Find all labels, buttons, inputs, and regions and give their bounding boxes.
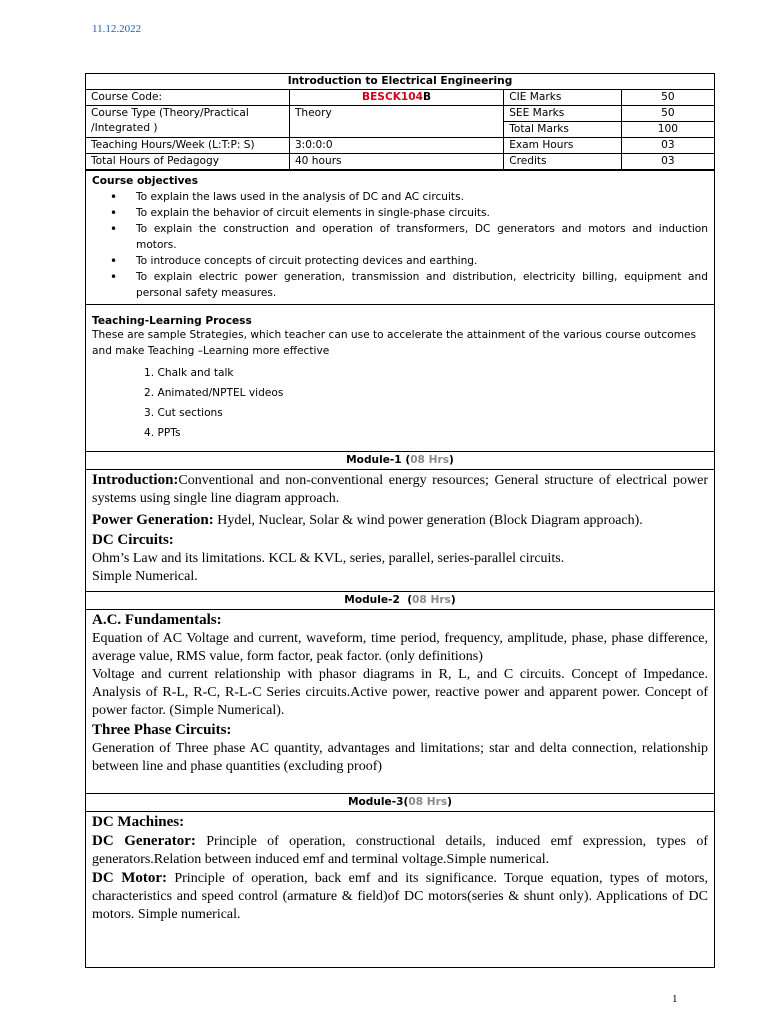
module-3-body <box>86 812 714 970</box>
dc-generator <box>92 832 708 869</box>
motor-lead: DC Motor: <box>92 870 168 886</box>
course-objectives <box>86 170 714 304</box>
list-item: 4. PPTs <box>144 427 181 439</box>
module-2-body <box>86 610 714 793</box>
generator-lead: DC Generator: <box>92 833 196 849</box>
module-3-title: Module-3 <box>347 796 404 808</box>
course-code <box>289 90 503 106</box>
module-1 <box>86 451 714 591</box>
course-type: Theory <box>289 106 503 138</box>
tlp-intro: These are sample Strategies, which teacher can use to accelerate the attainment of the various course outcomes and make Teaching –Learning more effective <box>92 329 697 357</box>
course-info-table <box>86 74 714 170</box>
intro-text: Conventional and non-conventional energy resources; General structure of electrical power systems using single line diagram approach. <box>92 473 708 506</box>
cell-key: Credits <box>504 154 622 170</box>
page-number: 1 <box>672 993 678 1005</box>
teaching-learning-process <box>86 304 714 451</box>
cell-value: 03 <box>621 154 714 170</box>
module-3 <box>86 793 714 970</box>
course-code-suffix: B <box>423 91 432 103</box>
list-item: • To explain electric power generation, transmission and distribution, electricity billing, equipment and personal safety measures. <box>136 269 708 301</box>
dc-circuits-text: Ohm’s Law and its limitations. KCL & KVL, series, parallel, series-parallel circuits. <box>92 551 565 566</box>
table-row <box>86 138 714 154</box>
ac-fundamentals-heading: A.C. Fundamentals: <box>92 612 222 628</box>
cell-value: 50 <box>621 106 714 122</box>
teaching-hours: 3:0:0:0 <box>289 138 503 154</box>
ac-text-2: Voltage and current relationship with phasor diagrams in R, L, and C circuits. Concept of Impedance. Analysis of R-L, R-C, R-L-C Series circuits.Active power, reactive power and apparent power. Concept of power factor. (Simple Numerical). <box>92 667 708 718</box>
generator-text: Principle of operation, constructional details, induced emf expression, types of generators.Relation between induced emf and terminal voltage.Simple numerical. <box>92 834 709 867</box>
syllabus-sheet <box>85 73 715 968</box>
cell-label: Teaching Hours/Week (L:T:P: S) <box>86 138 289 154</box>
three-phase-heading: Three Phase Circuits: <box>92 722 232 738</box>
module-1-intro <box>92 471 708 508</box>
cell-label: Course Code: <box>86 90 289 106</box>
dc-circuits-text-2: Simple Numerical. <box>92 569 198 584</box>
cell-key: Exam Hours <box>504 138 622 154</box>
cell-value: 100 <box>621 122 714 138</box>
table-row <box>86 106 714 122</box>
cell-key: CIE Marks <box>504 90 622 106</box>
cell-label: Course Type (Theory/Practical /Integrated ) <box>86 106 289 138</box>
list-item: • To explain the construction and operation of transformers, DC generators and motors and induction motors. <box>136 221 708 253</box>
cell-label: Total Hours of Pedagogy <box>86 154 289 170</box>
cell-key: SEE Marks <box>504 106 622 122</box>
document-date: 11.12.2022 <box>92 23 142 35</box>
dc-machines-heading: DC Machines: <box>92 814 185 830</box>
table-row <box>86 90 714 106</box>
three-phase-text: Generation of Three phase AC quantity, advantages and limitations; star and delta connection, relationship between line and phase quantities (excluding proof) <box>92 741 708 774</box>
ac-text-1: Equation of AC Voltage and current, waveform, time period, frequency, amplitude, phase, phase difference, average value, RMS value, form factor, peak factor. (only definitions) <box>92 631 708 664</box>
table-row <box>86 154 714 170</box>
power-lead: Power Generation: <box>92 512 214 528</box>
cell-value: 03 <box>621 138 714 154</box>
module-1-header: Module-1 (08 Hrs) <box>86 452 714 470</box>
tlp-list <box>92 363 708 443</box>
course-title: Introduction to Electrical Engineering <box>86 74 714 90</box>
list-item: 3. Cut sections <box>144 407 223 419</box>
pedagogy-hours: 40 hours <box>289 154 503 170</box>
cell-value: 50 <box>621 90 714 106</box>
motor-text: Principle of operation, back emf and its significance. Torque equation, types of motors, characteristics and speed control (armature & field)of DC motors(series & shunt only). Applications of DC motors. Simple numerical. <box>92 871 708 922</box>
module-1-hours: 08 Hrs <box>410 454 450 466</box>
module-1-power <box>92 511 708 530</box>
module-2-hours: 08 Hrs <box>412 594 451 606</box>
module-2-title: Module-2 <box>344 594 400 606</box>
tlp-heading: Teaching-Learning Process <box>92 315 252 327</box>
module-1-title: Module-1 <box>346 454 402 466</box>
list-item: • To introduce concepts of circuit protecting devices and earthing. <box>136 253 708 269</box>
module-1-body <box>86 470 714 591</box>
cell-key: Total Marks <box>504 122 622 138</box>
dc-circuits-heading: DC Circuits: <box>92 532 174 548</box>
list-item: • To explain the behavior of circuit elements in single-phase circuits. <box>136 205 708 221</box>
list-item: • To explain the laws used in the analysis of DC and AC circuits. <box>136 189 708 205</box>
list-item: 2. Animated/NPTEL videos <box>144 387 284 399</box>
course-code-main: BESCK104 <box>362 91 424 103</box>
module-2-header: Module-2 (08 Hrs) <box>86 592 714 610</box>
power-text: Hydel, Nuclear, Solar & wind power generation (Block Diagram approach). <box>213 513 643 528</box>
list-item: 1. Chalk and talk <box>144 367 234 379</box>
dc-motor <box>92 869 708 924</box>
intro-lead: Introduction: <box>92 472 179 488</box>
table-row <box>86 74 714 90</box>
objectives-list <box>92 189 708 301</box>
module-3-hours: 08 Hrs <box>408 796 448 808</box>
objectives-heading: Course objectives <box>92 175 199 187</box>
module-3-header: Module-3(08 Hrs) <box>86 794 714 812</box>
module-2 <box>86 591 714 793</box>
